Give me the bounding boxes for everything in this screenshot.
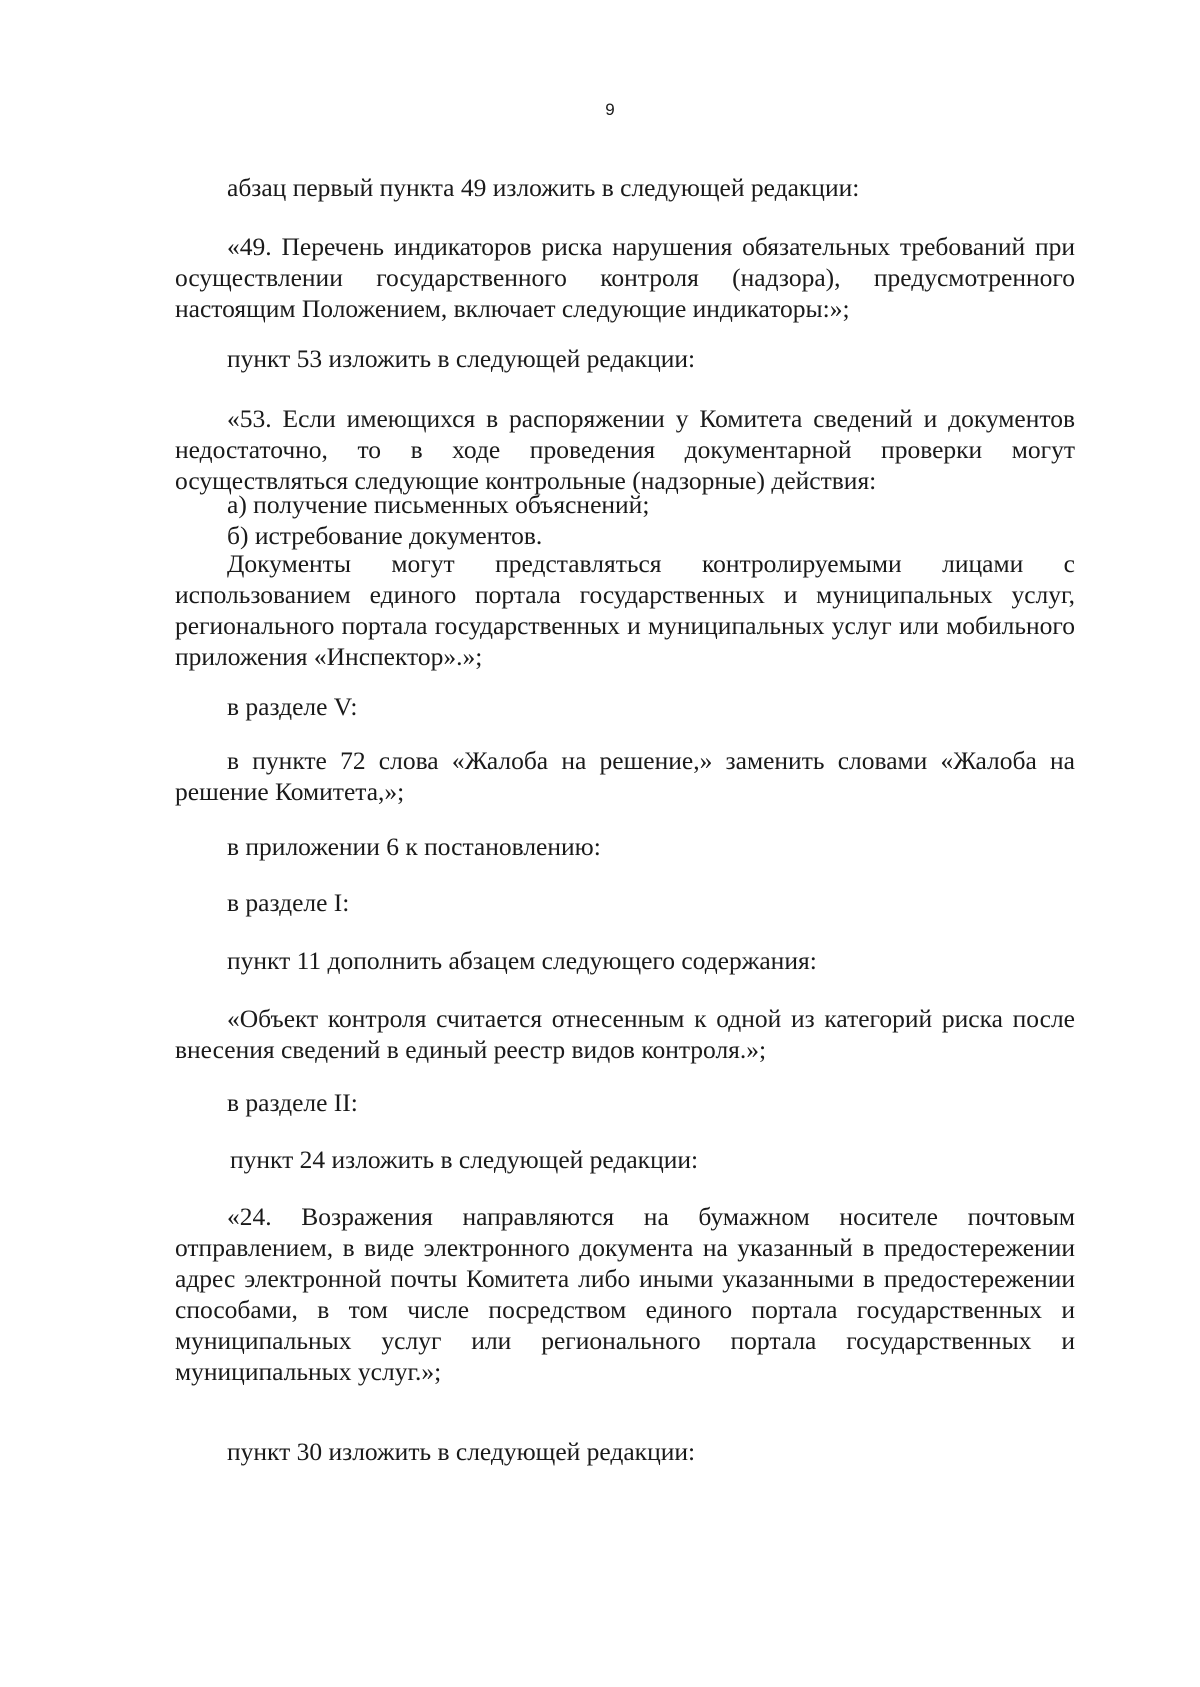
page-number: 9	[605, 100, 615, 119]
paragraph-53-intro: пункт 53 изложить в следующей редакции:	[227, 344, 696, 373]
paragraph-11-intro: пункт 11 дополнить абзацем следующего содержания:	[227, 946, 817, 975]
paragraph-53-text: «53. Если имеющихся в распоряжении у Комитета сведений и документов недостаточно, то в ходе проведения документарной проверки могут осуществляться следующие контрольные (надзорные) действия:	[175, 404, 1075, 495]
paragraph-section-v: в разделе V:	[227, 692, 358, 721]
paragraph-72: в пункте 72 слова «Жалоба на решение,» заменить словами «Жалоба на решение Комитета,»;	[175, 746, 1075, 806]
list-item-a: а) получение письменных объяснений;	[227, 490, 650, 519]
paragraph-49-intro: абзац первый пункта 49 изложить в следующей редакции:	[227, 173, 860, 202]
list-item-b: б) истребование документов.	[227, 521, 543, 550]
paragraph-49-text: «49. Перечень индикаторов риска нарушения обязательных требований при осуществлении государственного контроля (надзора), предусмотренного настоящим Положением, включает следующие индикаторы:»;	[175, 232, 1075, 323]
paragraph-24-intro: пункт 24 изложить в следующей редакции:	[230, 1145, 699, 1174]
paragraph-24-text: «24. Возражения направляются на бумажном носителе почтовым отправлением, в виде электронного документа на указанный в предостережении адрес электронной почты Комитета либо иными указанными в предостережении способами, в том числе посредством единого портала государственных и муниципальных услуг или регионального портала государственных и муниципальных услуг.»;	[175, 1202, 1075, 1386]
paragraph-section-ii: в разделе II:	[227, 1088, 358, 1117]
paragraph-section-i: в разделе I:	[227, 888, 350, 917]
paragraph-30-intro: пункт 30 изложить в следующей редакции:	[227, 1437, 696, 1466]
paragraph-11-text: «Объект контроля считается отнесенным к одной из категорий риска после внесения сведений в единый реестр видов контроля.»;	[175, 1004, 1075, 1064]
paragraph-documents: Документы могут представляться контролируемыми лицами с использованием единого портала государственных и муниципальных услуг, регионального портала государственных и муниципальных услуг или мобильного приложения «Инспектор».»;	[175, 549, 1075, 671]
paragraph-appendix-6: в приложении 6 к постановлению:	[227, 832, 601, 861]
